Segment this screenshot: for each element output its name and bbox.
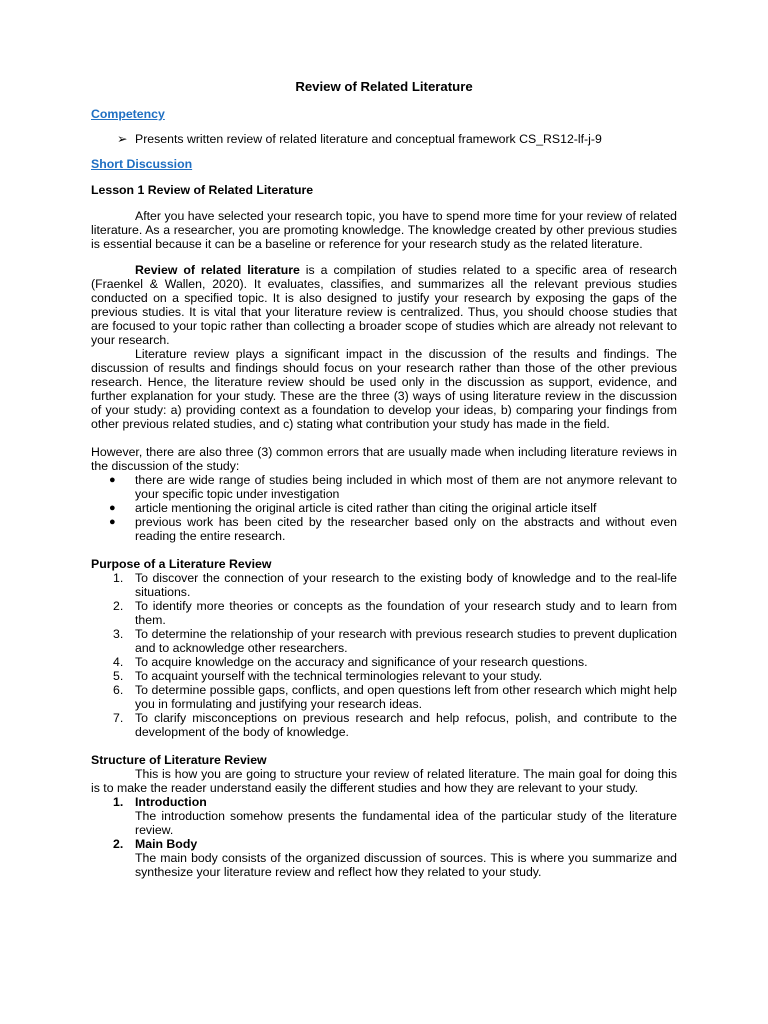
structure-intro: This is how you are going to structure your review of related literature. The main goal for doing this is to make the reader understand easily the different studies and how they are relevant to your study. xyxy=(91,767,677,795)
structure-section-main-body: 2. Main Body xyxy=(113,837,198,851)
term-review-of-related-literature: Review of related literature xyxy=(135,263,300,277)
section-body: The introduction somehow presents the fundamental idea of the particular study of the literature review. xyxy=(135,809,677,837)
short-discussion-heading[interactable]: Short Discussion xyxy=(91,157,193,171)
structure-heading: Structure of Literature Review xyxy=(91,753,267,767)
page-title: Review of Related Literature xyxy=(295,79,473,94)
list-item: 7. To clarify misconceptions on previous research and help refocus, polish, and contribute to the development of the body of knowledge. xyxy=(113,711,677,739)
list-item: 1. To discover the connection of your research to the existing body of knowledge and to the real-life situations. xyxy=(113,571,677,599)
bullet-icon: ● xyxy=(109,474,116,486)
competency-item-text: Presents written review of related literature and conceptual framework CS_RS12-lf-j-9 xyxy=(135,132,602,146)
lesson-paragraph-2-body: is a compilation of studies related to a specific area of research (Fraenkel & Wallen, 2020). It evaluates, classifies, and summarizes all the relevant previous studies conducted on a specified topic. It is also designed to justify your research by exposing the gaps of the previous studies. It is vital that your literature review is centralized. Thus, you should choose studies that are focused to your topic rather than collecting a broader scope of studies which are already not relevant to your research. xyxy=(91,263,677,347)
structure-section-introduction: 1. Introduction xyxy=(113,795,207,809)
errors-list xyxy=(91,473,677,543)
arrow-bullet-icon: ➢ xyxy=(117,132,128,146)
purpose-list xyxy=(91,571,677,739)
competency-item xyxy=(117,132,677,146)
list-item: 6. To determine possible gaps, conflicts, and open questions left from other research which might help you in formulating and justifying your research ideas. xyxy=(113,683,677,711)
list-item: 4. To acquire knowledge on the accuracy and significance of your research questions. xyxy=(113,655,588,669)
lesson-paragraph-4: However, there are also three (3) common errors that are usually made when including literature reviews in the discussion of the study: xyxy=(91,445,677,473)
bullet-icon: ● xyxy=(109,502,116,514)
purpose-heading: Purpose of a Literature Review xyxy=(91,557,272,571)
bullet-icon: ● xyxy=(109,516,116,528)
list-item: ● there are wide range of studies being included in which most of them are not anymore relevant to your specific topic under investigation xyxy=(91,473,677,501)
section-title: Introduction xyxy=(135,795,207,809)
document-content xyxy=(91,79,677,879)
list-item: ● article mentioning the original article is cited rather than citing the original article itself xyxy=(91,501,677,515)
list-item: 3. To determine the relationship of your research with previous research studies to prevent duplication and to acknowledge other researchers. xyxy=(113,627,677,655)
lesson-paragraph-2 xyxy=(91,263,677,347)
section-body: The main body consists of the organized discussion of sources. This is where you summarize and synthesize your literature review and reflect how they related to your study. xyxy=(135,851,677,879)
list-item: 2. To identify more theories or concepts as the foundation of your research study and to learn from them. xyxy=(113,599,677,627)
competency-heading[interactable]: Competency xyxy=(91,107,165,121)
section-title: Main Body xyxy=(135,837,198,851)
lesson-heading: Lesson 1 Review of Related Literature xyxy=(91,183,314,197)
list-item: 5. To acquaint yourself with the technical terminologies relevant to your study. xyxy=(113,669,543,683)
lesson-paragraph-3: Literature review plays a significant impact in the discussion of the results and findings. The discussion of results and findings should focus on your research rather than those of the other previous research. Hence, the literature review should be used only in the discussion as support, evidence, and further explanation for your study. These are the three (3) ways of using literature review in the discussion of your study: a) providing context as a foundation to develop your ideas, b) comparing your findings from other previous related studies, and c) stating what contribution your study has made in the field. xyxy=(91,347,677,431)
lesson-paragraph-1: After you have selected your research topic, you have to spend more time for your review of related literature. As a researcher, you are promoting knowledge. The knowledge created by other previous studies is essential because it can be a baseline or reference for your research study as the related literature. xyxy=(91,209,677,251)
list-item: ● previous work has been cited by the researcher based only on the abstracts and without even reading the entire research. xyxy=(91,515,677,543)
